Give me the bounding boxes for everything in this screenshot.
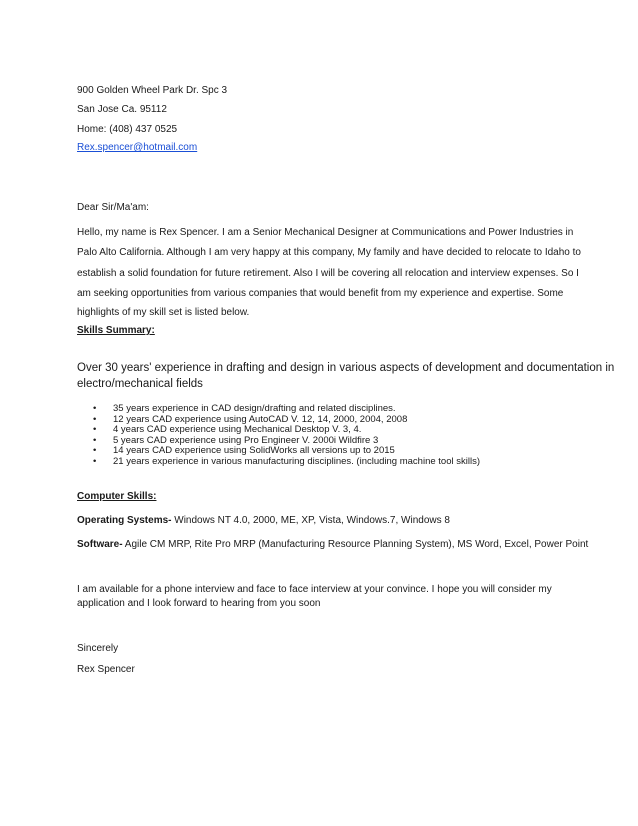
bullet-icon: • (93, 445, 97, 456)
experience-line: Over 30 years' experience in drafting and design in various aspects of development and documentation in (77, 362, 615, 374)
closing-line: I am available for a phone interview and face to face interview at your convince. I hope you will consider my (77, 584, 552, 595)
address-city: San Jose Ca. 95112 (77, 104, 167, 115)
computer-skills-heading: Computer Skills: (77, 491, 157, 502)
skill-text: 35 years experience in CAD design/drafting and related disciplines. (113, 403, 396, 414)
bullet-icon: • (93, 455, 97, 467)
bullet-icon: • (93, 434, 97, 446)
software-line (77, 539, 588, 551)
list-item (77, 457, 480, 468)
skill-text: 21 years experience in various manufacturing disciplines. (including machine tool skills) (113, 455, 480, 467)
bullet-icon: • (93, 424, 97, 435)
skill-text: 14 years CAD experience using SolidWorks all versions up to 2015 (113, 445, 395, 456)
bullet-icon: • (93, 403, 97, 414)
operating-systems-value: Windows NT 4.0, 2000, ME, XP, Vista, Windows.7, Windows 8 (171, 515, 450, 526)
skill-text: 5 years CAD experience using Pro Engineer V. 2000i Wildfire 3 (113, 434, 379, 446)
skill-text: 12 years CAD experience using AutoCAD V. 12, 14, 2000, 2004, 2008 (113, 413, 408, 425)
email-link[interactable]: Rex.spencer@hotmail.com (77, 142, 198, 153)
skills-list (77, 404, 480, 467)
operating-systems-label: Operating Systems- (77, 515, 172, 526)
intro-line: Palo Alto California. Although I am very happy at this company, My family and have decided to relocate to Idaho to (77, 247, 581, 258)
bullet-icon: • (93, 413, 97, 425)
experience-line: electro/mechanical fields (77, 378, 203, 390)
intro-line: establish a solid foundation for future retirement. Also I will be covering all relocation and interview expenses. So I (77, 268, 579, 279)
intro-line: highlights of my skill set is listed below. (77, 307, 250, 318)
closing-line: application and I look forward to hearing from you soon (77, 598, 321, 609)
intro-line: Hello, my name is Rex Spencer. I am a Senior Mechanical Designer at Communications and Power Industries in (77, 227, 574, 238)
salutation: Dear Sir/Ma'am: (77, 202, 149, 213)
intro-line: am seeking opportunities from various companies that would benefit from my experience and expertise. Some (77, 288, 564, 299)
software-value: Agile CM MRP, Rite Pro MRP (Manufacturing Resource Planning System), MS Word, Excel, Power Point (122, 539, 589, 550)
address-street: 900 Golden Wheel Park Dr. Spc 3 (77, 85, 228, 96)
address-phone: Home: (408) 437 0525 (77, 124, 178, 135)
software-label: Software- (77, 539, 123, 550)
skills-summary-heading: Skills Summary: (77, 325, 155, 336)
operating-systems-line (77, 515, 450, 527)
signature-name: Rex Spencer (77, 664, 135, 675)
signoff: Sincerely (77, 643, 119, 654)
skill-text: 4 years CAD experience using Mechanical Desktop V. 3, 4. (113, 424, 362, 435)
